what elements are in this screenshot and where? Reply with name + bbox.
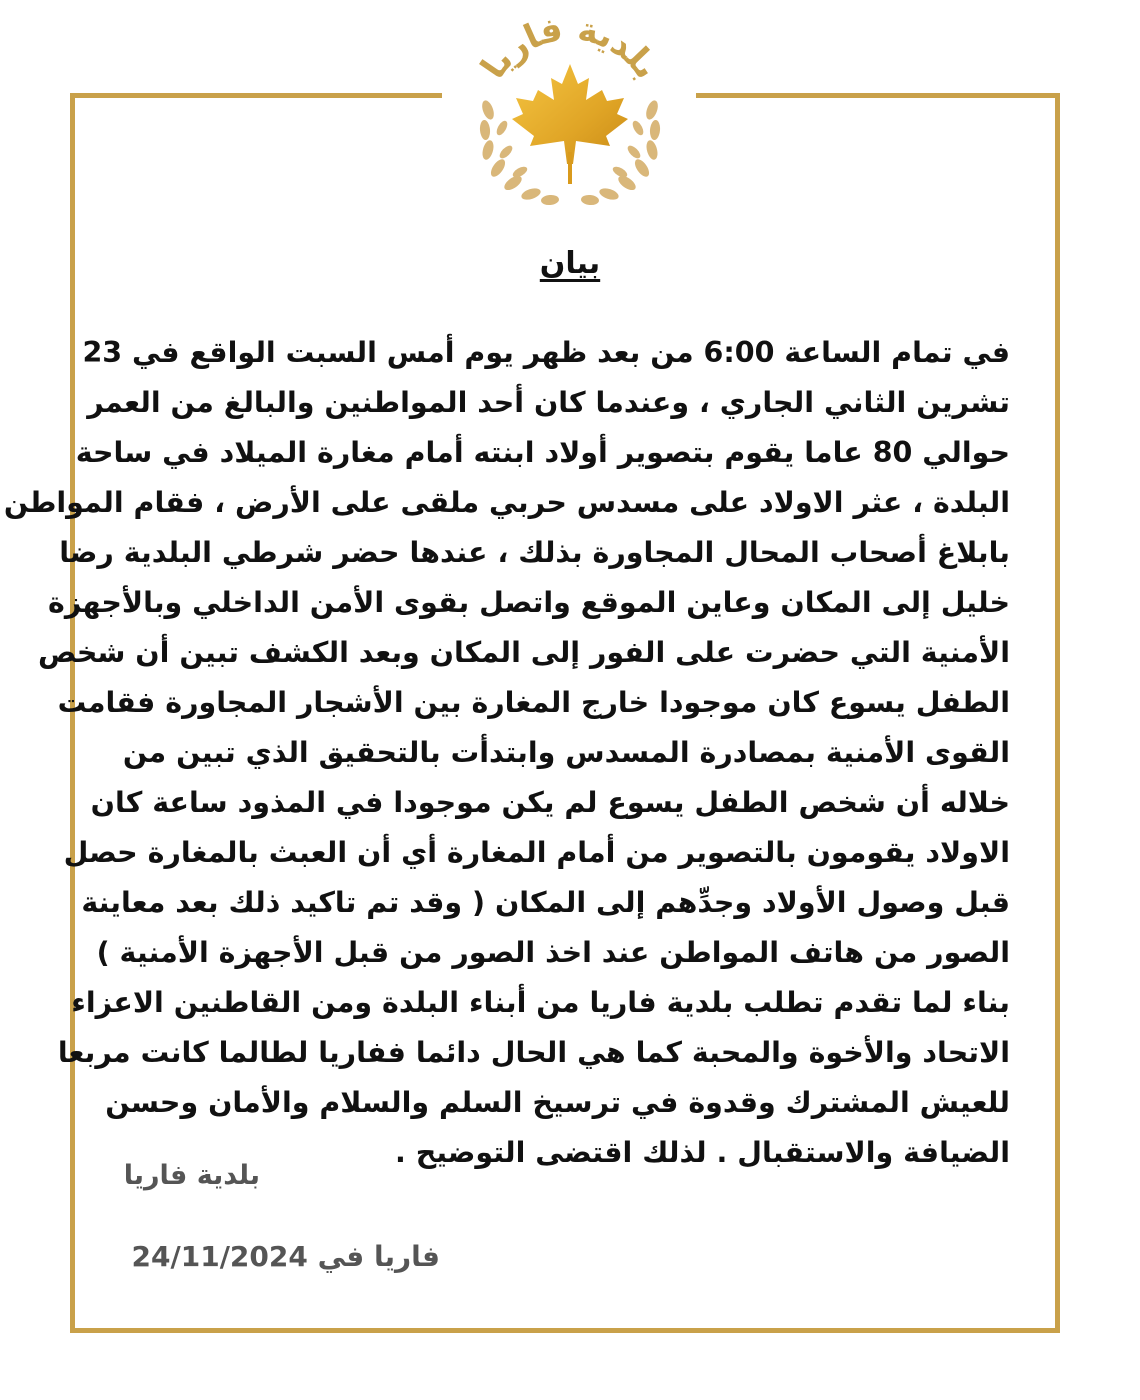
body-line: خلاله أن شخص الطفل يسوع لم يكن موجودا في المذود ساعة كان xyxy=(90,786,1010,819)
body-line: تشرين الثاني الجاري ، وعندما كان أحد المواطنين والبالغ من العمر xyxy=(87,386,1010,419)
body-line: في تمام الساعة 6:00 من بعد ظهر يوم أمس السبت الواقع في 23 xyxy=(82,336,1010,369)
maple-leaf-icon xyxy=(512,64,628,164)
body-line: بناء لما تقدم تطلب بلدية فاريا من أبناء البلدة ومن القاطنين الاعزاء xyxy=(71,986,1010,1019)
body-line: الاولاد يقومون بالتصوير من أمام المغارة أي أن العبث بالمغارة حصل xyxy=(63,836,1010,869)
page-title: بيان xyxy=(539,246,601,281)
body-line: البلدة ، عثر الاولاد على مسدس حربي ملقى على الأرض ، فقام المواطن xyxy=(3,486,1010,519)
logo-emblem xyxy=(458,2,682,227)
body-line: للعيش المشترك وقدوة في ترسيخ السلم والسلام والأمان وحسن xyxy=(105,1086,1010,1119)
body-line: الاتحاد والأخوة والمحبة كما هي الحال دائما ففاريا لطالما كانت مربعا xyxy=(57,1036,1010,1069)
body-line: خليل إلى المكان وعاين الموقع واتصل بقوى الأمن الداخلي وبالأجهزة xyxy=(48,586,1010,619)
body-line: الأمنية التي حضرت على الفور إلى المكان وبعد الكشف تبين أن شخص xyxy=(37,636,1010,669)
municipality-logo xyxy=(458,2,682,227)
body-line: بابلاغ أصحاب المحال المجاورة بذلك ، عندها حضر شرطي البلدية رضا xyxy=(59,536,1010,569)
body-line: الطفل يسوع كان موجودا خارج المغارة بين الأشجار المجاورة فقامت xyxy=(57,686,1010,719)
body-line: قبل وصول الأولاد وجدِّهم إلى المكان ( وقد تم تاكيد ذلك بعد معاينة xyxy=(81,886,1010,919)
leaf-stem xyxy=(568,152,572,184)
date-line: فاريا في 24/11/2024 xyxy=(131,1240,440,1273)
body-line: حوالي 80 عاما يقوم بتصوير أولاد ابنته أمام مغارة الميلاد في ساحة xyxy=(75,436,1010,469)
body-line: القوى الأمنية بمصادرة المسدس وابتدأت بالتحقيق الذي تبين من xyxy=(122,736,1010,769)
logo-text: بلدية فاريا xyxy=(473,9,667,87)
body-line: الصور من هاتف المواطن عند اخذ الصور من قبل الأجهزة الأمنية ) xyxy=(96,936,1010,969)
body-line: الضيافة والاستقبال . لذلك اقتضى التوضيح . xyxy=(394,1136,1010,1169)
statement-body xyxy=(3,328,1010,1178)
signature: بلدية فاريا xyxy=(123,1160,260,1191)
